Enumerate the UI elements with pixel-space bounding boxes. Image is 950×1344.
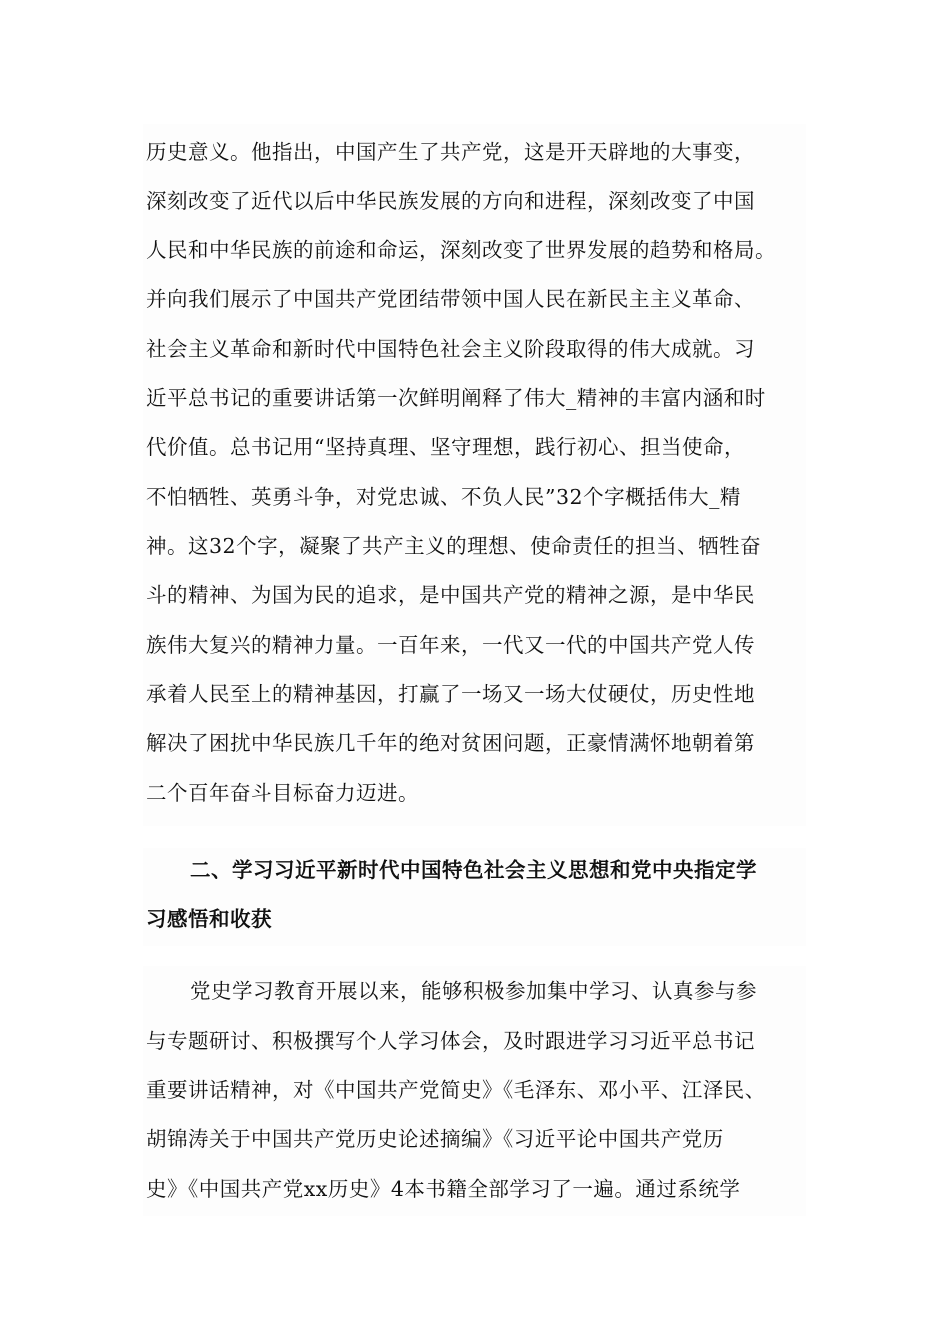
paragraph-line: 史》《中国共产党xx历史》4本书籍全部学习了一遍。通过系统学 bbox=[146, 1177, 741, 1201]
paragraph-line: 不怕牺牲、英勇斗争，对党忠诚、不负人民”32个字概括伟大_精 bbox=[146, 485, 741, 509]
paragraph-line: 党史学习教育开展以来，能够积极参加集中学习、认真参与参 bbox=[190, 979, 757, 1003]
paragraph-line: 深刻改变了近代以后中华民族发展的方向和进程，深刻改变了中国 bbox=[146, 189, 755, 213]
paragraph-line: 代价值。总书记用“坚持真理、坚守理想，践行初心、担当使命， bbox=[146, 435, 745, 459]
paragraph-line: 解决了困扰中华民族几千年的绝对贫困问题，正豪情满怀地朝着第 bbox=[146, 731, 755, 755]
paragraph-line: 神。这32个字，凝聚了共产主义的理想、使命责任的担当、牺牲奋 bbox=[146, 534, 762, 558]
paragraph-line: 承着人民至上的精神基因，打赢了一场又一场大仗硬仗，历史性地 bbox=[146, 682, 755, 706]
section-heading: 习感悟和收获 bbox=[146, 907, 272, 931]
paragraph-line: 族伟大复兴的精神力量。一百年来，一代又一代的中国共产党人传 bbox=[146, 633, 755, 657]
paragraph-line: 近平总书记的重要讲话第一次鲜明阐释了伟大_精神的丰富内涵和时 bbox=[146, 386, 766, 410]
paragraph-background bbox=[143, 124, 806, 826]
paragraph-line: 胡锦涛关于中国共产党历史论述摘编》《习近平论中国共产党历 bbox=[146, 1127, 724, 1151]
section-heading: 二、学习习近平新时代中国特色社会主义思想和党中央指定学 bbox=[190, 858, 757, 882]
paragraph-line: 重要讲话精神，对《中国共产党简史》《毛泽东、邓小平、江泽民、 bbox=[146, 1078, 766, 1102]
paragraph-line: 人民和中华民族的前途和命运，深刻改变了世界发展的趋势和格局。 bbox=[146, 238, 776, 262]
paragraph-line: 与专题研讨、积极撰写个人学习体会，及时跟进学习习近平总书记 bbox=[146, 1029, 755, 1053]
paragraph-line: 社会主义革命和新时代中国特色社会主义阶段取得的伟大成就。习 bbox=[146, 337, 755, 361]
paragraph-line: 斗的精神、为国为民的追求，是中国共产党的精神之源，是中华民 bbox=[146, 583, 755, 607]
paragraph-line: 历史意义。他指出，中国产生了共产党，这是开天辟地的大事变， bbox=[146, 140, 755, 164]
paragraph-line: 并向我们展示了中国共产党团结带领中国人民在新民主主义革命、 bbox=[146, 287, 755, 311]
paragraph-line: 二个百年奋斗目标奋力迈进。 bbox=[146, 781, 419, 805]
